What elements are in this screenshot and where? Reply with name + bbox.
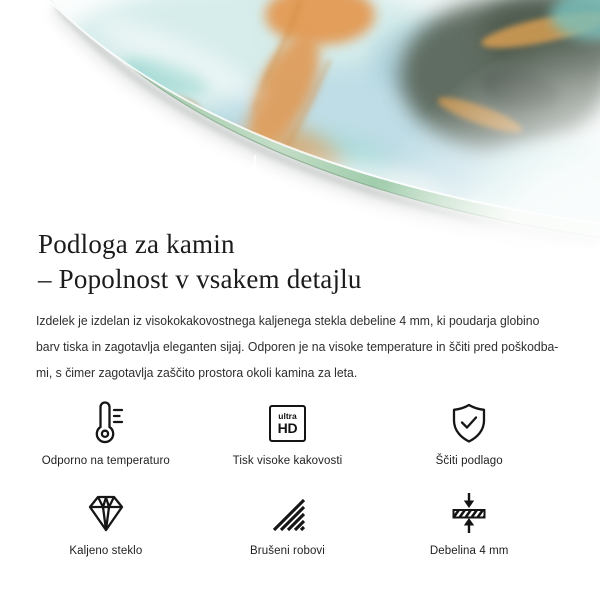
feature-print-quality <box>197 400 379 467</box>
page-title-line1: Podloga za kamin <box>38 229 235 259</box>
product-hero-image <box>0 0 600 250</box>
feature-label: Kaljeno steklo <box>69 545 143 557</box>
feature-label: Ščiti podlago <box>435 455 503 467</box>
description-line: Izdelek je izdelan iz visokokakovostnega kaljenega stekla debeline 4 mm, ki poudarja globino <box>36 313 540 328</box>
page-title-line2: – Popolnost v vsakem detajlu <box>38 264 362 294</box>
product-description <box>36 308 562 386</box>
thickness-icon <box>447 491 491 535</box>
diamond-icon <box>84 491 128 535</box>
ultra-hd-icon-text: ultra <box>278 410 297 421</box>
feature-thickness <box>378 490 560 557</box>
feature-protects-surface <box>378 400 560 467</box>
shield-check-icon <box>447 401 491 445</box>
feature-tempered-glass <box>15 490 197 557</box>
feature-grid <box>15 400 560 557</box>
feature-label: Debelina 4 mm <box>429 545 509 557</box>
thermometer-icon <box>84 400 128 446</box>
feature-polished-edges <box>197 490 379 557</box>
description-line: mi, s čimer zagotavlja zaščito prostora okoli kamina za leta. <box>36 365 358 380</box>
description-line: barv tiska in zagotavlja eleganten sijaj. Odporen je na visoke temperature in ščiti pred poškodba- <box>36 339 559 354</box>
beveled-edges-icon <box>265 491 309 535</box>
ultra-hd-icon <box>269 405 306 442</box>
feature-label: Brušeni robovi <box>250 545 325 557</box>
feature-temperature-resistant <box>15 400 197 467</box>
ultra-hd-icon-text: HD <box>277 419 298 436</box>
feature-label: Tisk visoke kakovosti <box>232 455 343 467</box>
page-title <box>38 227 578 297</box>
feature-label: Odporno na temperaturo <box>41 455 170 467</box>
